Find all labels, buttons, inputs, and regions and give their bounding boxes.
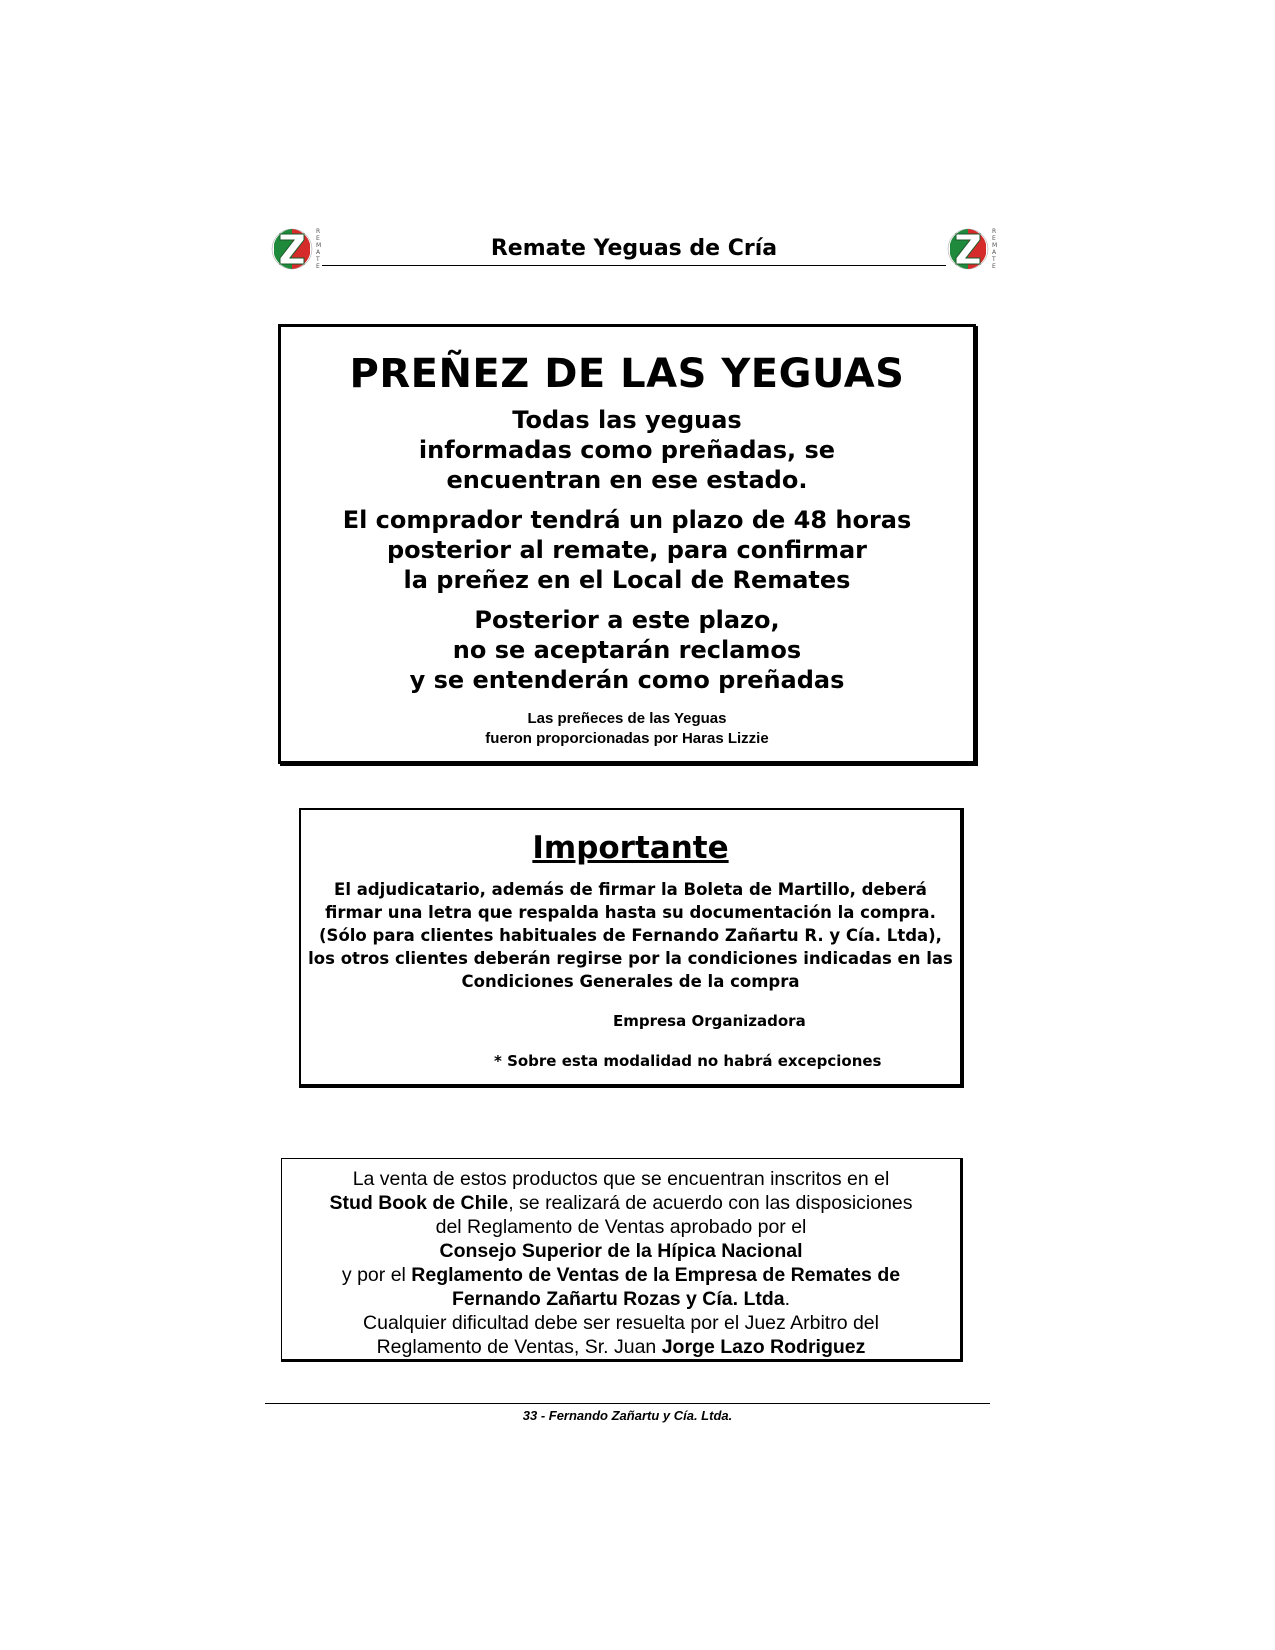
pregnancy-paragraph-1 (281, 405, 973, 495)
svg-text:A: A (316, 249, 321, 256)
text-line: posterior al remate, para confirmar (387, 536, 867, 564)
no-exceptions-note: * Sobre esta modalidad no habrá excepciones (494, 1052, 882, 1070)
arbiter-name: Jorge Lazo Rodriguez (661, 1336, 866, 1358)
page-footer: 33 - Fernando Zañartu y Cía. Ltda. (522, 1408, 733, 1423)
text-line: los otros clientes deberán regirse por la condiciones indicadas en las (308, 949, 953, 968)
text-line: del Reglamento de Ventas aprobado por el (435, 1216, 807, 1238)
text-line (282, 1191, 960, 1215)
text-line: firmar una letra que respalda hasta su documentación la compra. (325, 903, 936, 922)
important-body (301, 878, 960, 993)
regulation-name: Reglamento de Ventas de la Empresa de Remates de (411, 1264, 901, 1286)
stud-book-notice-box (281, 1158, 963, 1362)
text-line: El adjudicatario, además de firmar la Boleta de Martillo, deberá (334, 880, 927, 899)
text-line: Condiciones Generales de la compra (461, 972, 800, 991)
svg-text:E: E (992, 263, 996, 270)
text-line: Cualquier dificultad debe ser resuelta por el Juez Arbitro del (363, 1312, 879, 1334)
pregnancy-paragraph-3 (281, 605, 973, 695)
svg-text:M: M (992, 242, 998, 249)
pregnancy-source-note (281, 709, 973, 749)
svg-text:R: R (316, 228, 321, 235)
text-fragment: Reglamento de Ventas, Sr. Juan (376, 1336, 662, 1358)
zz-remates-logo-right (946, 224, 998, 272)
header-divider (322, 265, 946, 266)
text-line: Posterior a este plazo, (474, 606, 780, 634)
text-line: fueron proporcionadas por Haras Lizzie (485, 730, 769, 747)
important-notice-box (299, 808, 964, 1088)
text-fragment: , se realizará de acuerdo con las disposiciones (508, 1192, 913, 1214)
text-line (282, 1287, 960, 1311)
council-name: Consejo Superior de la Hípica Nacional (439, 1240, 803, 1262)
pregnancy-notice-box (278, 324, 976, 764)
zz-remates-logo-left (270, 224, 322, 272)
organizer-signature: Empresa Organizadora (613, 1012, 806, 1030)
svg-text:T: T (316, 256, 320, 263)
pregnancy-paragraph-2 (281, 505, 973, 595)
text-line: Las preñeces de las Yeguas (527, 710, 727, 727)
pregnancy-notice-title: PREÑEZ DE LAS YEGUAS (349, 351, 905, 397)
svg-text:R: R (992, 228, 997, 235)
text-line: no se aceptarán reclamos (452, 636, 802, 664)
company-name: Fernando Zañartu Rozas y Cía. Ltda (451, 1288, 785, 1310)
text-line: La venta de estos productos que se encuentran inscritos en el (352, 1168, 890, 1190)
svg-text:E: E (316, 263, 320, 270)
svg-text:E: E (316, 235, 320, 242)
svg-text:M: M (316, 242, 322, 249)
text-line: (Sólo para clientes habituales de Fernando Zañartu R. y Cía. Ltda), (319, 926, 942, 945)
text-fragment: y por el (341, 1264, 412, 1286)
footer-divider (265, 1403, 990, 1404)
text-line (282, 1335, 960, 1359)
text-line: encuentran en ese estado. (446, 466, 808, 494)
page-header-title: Remate Yeguas de Cría (490, 236, 778, 261)
text-line (282, 1263, 960, 1287)
text-line: y se entenderán como preñadas (409, 666, 845, 694)
text-line: Todas las yeguas (512, 406, 742, 434)
svg-text:E: E (992, 235, 996, 242)
text-line: la preñez en el Local de Remates (403, 566, 851, 594)
svg-text:A: A (992, 249, 997, 256)
stud-book-name: Stud Book de Chile (329, 1192, 509, 1214)
important-title: Importante (532, 830, 729, 866)
svg-text:T: T (992, 256, 996, 263)
text-line: El comprador tendrá un plazo de 48 horas (342, 506, 912, 534)
text-line: informadas como preñadas, se (418, 436, 836, 464)
text-fragment: . (784, 1288, 791, 1310)
